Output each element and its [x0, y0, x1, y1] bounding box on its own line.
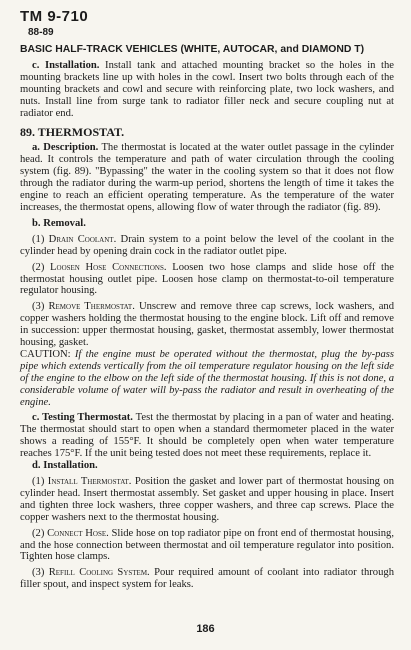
installation-heading: d. Installation. — [32, 460, 98, 472]
paragraph-range: 88-89 — [28, 27, 54, 38]
page-number: 186 — [196, 623, 215, 635]
technical-manual-number: TM 9-710 — [20, 8, 89, 25]
installation-step: (3) Refill Cooling System. Pour required amount of coolant into radiator through filler spout, and inspect system for leaks. — [20, 567, 394, 591]
removal-step: (3) Remove Thermostat. Unscrew and remove three cap screws, lock washers, and copper washers holding the thermostat housing to the engine block. Lift off and remove in succession: upper thermostat housing, gasket, thermostat assembly, lower thermostat housing, gasket. — [20, 301, 394, 349]
description-paragraph: a. Description. The thermostat is located at the water outlet passage in the cylinder head. It controls the temperature and path of water circulation through the cooling system (fig. 89). "Bypassing" the water in the cooling system so that it does not flow through the radiator during the warm-up period, shortens the length of time it takes the engine to reach an efficient operating temperature. As the temperature of the water increases, the thermostat opens, allowing flow of water through the radiator (fig. 89). — [20, 142, 394, 213]
installation-step: (1) Install Thermostat. Position the gasket and lower part of thermostat housing on cylinder head. Insert thermostat assembly. Set gasket and upper housing in place. Insert and tighten three lock washers, three copper washers, and three cap screws. Place the copper washers next to the thermostat housing. — [20, 476, 395, 523]
installation-step: (2) Connect Hose. Slide hose on top radiator pipe on front end of thermostat housing, and the hose connection between thermostat and oil temperature regulator into position. Tighten hose clamps. — [20, 527, 394, 563]
removal-step: (1) Drain Coolant. Drain system to a point below the level of the coolant in the cylinder head by opening drain cock in the radiator outlet pipe. — [20, 233, 394, 257]
caution-note: CAUTION: If the engine must be operated without the thermostat, plug the by-pass pipe which extends vertically from the oil temperature regulator housing on the left side of the engine to the elbow on the left side of the thermostat housing. If this is not done, a considerable volume of water will by-pass the radiator and result in overheating of the engine. — [20, 348, 395, 408]
running-title: BASIC HALF-TRACK VEHICLES (WHITE, AUTOCAR, and DIAMOND T) — [20, 44, 365, 55]
page-body — [20, 60, 394, 591]
removal-heading: b. Removal. — [32, 217, 86, 229]
testing-paragraph: c. Testing Thermostat. Test the thermostat by placing in a pan of water and heating. The thermostat should start to open when a standard thermometer placed in the water shows a reading of 155°F. It should be completely open when water temperature reaches 175°F. If the unit being tested does not meet these requirements, replace it. — [20, 412, 394, 460]
installation-paragraph: c. Installation. Install tank and attached mounting bracket so the holes in the mounting brackets line up with holes in the cowl. Insert two bolts through each of the mounting brackets and cowl and secure with reinforcing plate, two lock washers, and nuts. Install line from surge tank to radiator filler neck and secure coupling nut at radiator end. — [20, 60, 395, 119]
section-heading: 89. THERMOSTAT. — [20, 124, 125, 139]
removal-step: (2) Loosen Hose Connections. Loosen two hose clamps and slide hose off the thermostat housing outlet pipe. Loosen hose clamp on thermostat-to-oil temperature regulator housing. — [20, 261, 394, 297]
